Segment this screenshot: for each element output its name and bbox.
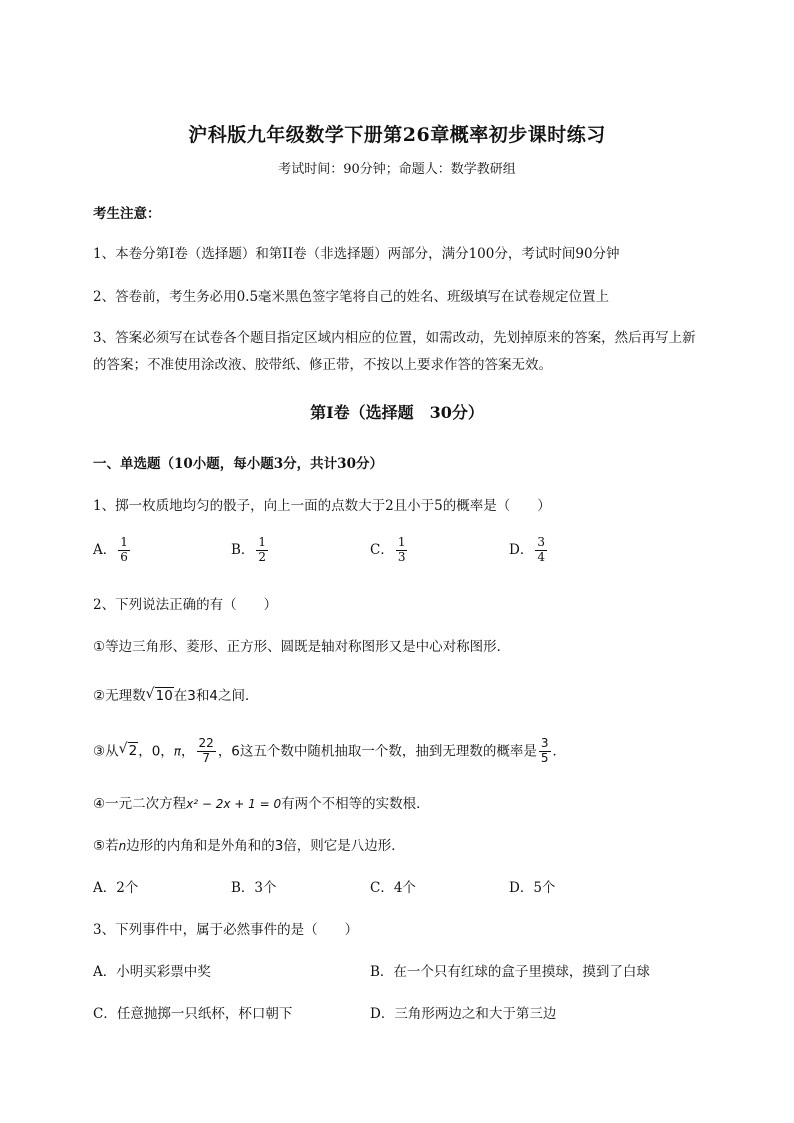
page-title: 沪科版九年级数学下册第26章概率初步课时练习 — [188, 124, 606, 146]
fraction: $\frac{1}{2}$ — [258, 535, 267, 564]
exam-info: 考试时间：90分钟；命题人：数学教研组 — [278, 162, 516, 177]
question-3-option-a[interactable]: A．小明买彩票中奖 — [93, 964, 211, 980]
question-3-option-c[interactable]: C．任意抛掷一只纸杯，杯口朝下 — [93, 1006, 293, 1022]
question-3-option-b[interactable]: B．在一个只有红球的盒子里摸球，摸到了白球 — [370, 964, 650, 980]
statement-2: ②无理数 √ 10在3和4之间． — [93, 686, 259, 704]
question-1-option-a[interactable]: A． $\frac{1}{6}$ — [93, 535, 128, 564]
question-1-option-c[interactable]: C． $\frac{1}{3}$ — [370, 535, 406, 564]
fraction: $\frac{1}{6}$ — [120, 535, 128, 564]
question-1-option-b[interactable]: B． $\frac{1}{2}$ — [231, 535, 267, 564]
question-2-stem: 2、下列说法正确的有（ ） — [93, 597, 278, 613]
question-1-stem: 1、掷一枚质地均匀的骰子，向上一面的点数大于2且小于5的概率是（ ） — [93, 498, 551, 514]
question-2-option-c[interactable]: C．4个 — [370, 880, 416, 896]
statement-4: ④一元二次方程x² − 2x + 1 = 0有两个不相等的实数根． — [93, 796, 430, 812]
question-1-option-d[interactable]: D． $\frac{3}{4}$ — [509, 535, 545, 564]
question-2-option-b[interactable]: B．3个 — [231, 880, 277, 896]
notice-item-3-cont: 的答案；不准使用涂改液、胶带纸、修正带，不按以上要求作答的答案无效。 — [93, 357, 552, 373]
notice-item-1: 1、本卷分第I卷（选择题）和第II卷（非选择题）两部分，满分100分，考试时间90分钟 — [93, 246, 620, 262]
square-root: √ 10 — [145, 686, 173, 704]
section-title: 第I卷（选择题 30分） — [310, 403, 484, 422]
part-heading: 一、单选题（10小题，每小题3分，共计30分） — [93, 456, 383, 472]
equation: x² − 2x + 1 = 0 — [186, 797, 282, 811]
question-3-option-d[interactable]: D．三角形两边之和大于第三边 — [370, 1006, 557, 1022]
question-2-option-d[interactable]: D．5个 — [509, 880, 556, 896]
question-3-stem: 3、下列事件中，属于必然事件的是（ ） — [93, 922, 359, 938]
question-2-option-a[interactable]: A．2个 — [93, 880, 139, 896]
fraction: $\frac{3}{5}$ — [540, 736, 549, 765]
notice-item-3: 3、答案必须写在试卷各个题目指定区域内相应的位置，如需改动，先划掉原来的答案，然后再写上新 — [93, 330, 696, 346]
notice-heading: 考生注意： — [93, 206, 161, 222]
fraction: $\frac{1}{3}$ — [397, 535, 406, 564]
statement-1: ①等边三角形、菱形、正方形、圆既是轴对称图形又是中心对称图形． — [93, 639, 511, 655]
fraction: $\frac{3}{4}$ — [537, 535, 545, 564]
statement-5: ⑤若n边形的内角和是外角和的3倍，则它是八边形． — [93, 838, 405, 854]
statement-3: ③从 √ 2，0，π， $\frac{22}{7}$ ，6这五个数中随机抽取一个数，抽到无理数的概率是 $\frac{3}{5}$ ． — [93, 736, 567, 765]
square-root: √ 2 — [118, 741, 138, 760]
notice-item-2: 2、答卷前，考生务必用0.5毫米黑色签字笔将自己的姓名、班级填写在试卷规定位置上 — [93, 289, 610, 305]
fraction: $\frac{22}{7}$ — [198, 736, 214, 765]
